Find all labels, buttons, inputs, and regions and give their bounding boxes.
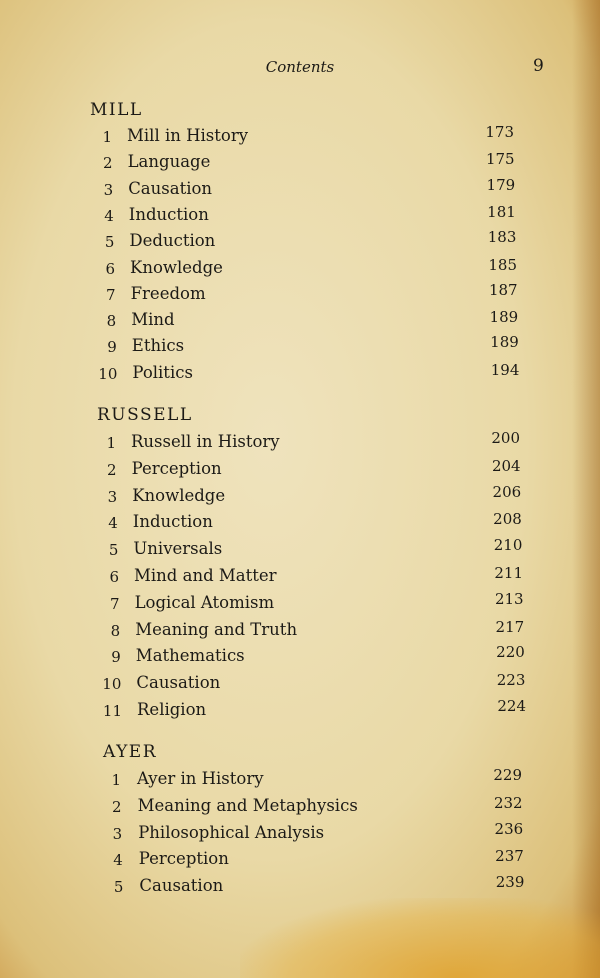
entry-number: 11 [102,702,122,720]
toc-entry [0,123,600,152]
running-title: Contents [265,58,335,76]
entry-title: Religion [137,700,207,719]
section-heading: RUSSELL [97,405,193,425]
toc-entry [0,202,600,231]
toc-entry [0,280,600,310]
entry-title: Causation [139,876,224,896]
entry-title: Language [127,152,211,172]
toc-entry [0,536,600,565]
entry-page: 185 [488,255,517,274]
entry-number: 1 [111,771,121,789]
entry-number: 7 [106,285,116,304]
entry-title: Ayer in History [137,769,264,788]
toc-entry [0,873,600,902]
toc-entry [0,310,600,336]
entry-page: 217 [495,617,525,636]
toc-entry [0,589,600,619]
entry-page: 210 [493,536,523,555]
toc-entry [0,482,600,512]
entry-title: Meaning and Truth [135,619,298,639]
entry-number: 4 [104,206,114,225]
entry-title: Mind and Matter [134,566,277,585]
entry-page: 181 [487,202,516,221]
entry-title: Induction [132,512,213,532]
entry-title: Causation [136,673,221,693]
toc-entry [0,617,600,646]
entry-number: 10 [102,675,122,694]
entry-page: 204 [491,456,521,475]
entry-number: 2 [107,460,117,479]
entry-number: 5 [104,233,115,252]
entry-title: Causation [128,178,213,198]
entry-page: 236 [494,819,524,838]
toc-entry [0,849,600,875]
section-heading: MILL [90,100,143,120]
entry-page: 224 [497,697,526,715]
entry-number: 8 [110,621,121,640]
entry-title: Freedom [130,283,206,303]
entry-title: Logical Atomism [134,592,275,612]
entry-page: 237 [495,847,524,866]
entry-page: 208 [493,510,522,529]
entry-number: 1 [106,434,116,452]
entry-page: 213 [494,589,524,608]
toc-entry [0,512,600,538]
entry-number: 4 [113,851,123,870]
toc-entry [0,697,600,726]
entry-number: 3 [103,180,114,199]
entry-number: 3 [107,487,118,506]
entry-page: 187 [488,280,518,299]
toc-entry [0,333,600,362]
entry-title: Induction [128,204,209,224]
entry-title: Russell in History [131,432,280,451]
entry-number: 6 [105,259,115,278]
entry-number: 1 [102,128,112,146]
toc-entry [0,360,600,389]
entry-number: 7 [110,594,120,613]
entry-title: Mind [131,310,175,330]
entry-page: 189 [490,333,519,352]
paper-stain [240,898,600,978]
entry-title: Knowledge [130,257,223,277]
entry-page: 229 [493,766,522,784]
toc-entry [0,429,600,458]
entry-page: 194 [490,360,520,379]
entry-page: 189 [489,308,519,327]
entry-number: 9 [111,648,121,667]
toc-entry [0,766,600,795]
toc-entry [0,643,600,672]
toc-entry [0,255,600,284]
entry-number: 3 [112,824,123,843]
entry-number: 4 [108,514,118,533]
entry-page: 211 [494,564,523,582]
entry-page: 239 [495,873,525,892]
section-heading: AYER [103,742,158,762]
entry-title: Deduction [129,231,216,251]
entry-page: 220 [496,643,525,662]
toc-entry [0,793,600,822]
entry-number: 5 [113,878,124,897]
entry-number: 10 [98,364,118,383]
entry-page: 179 [486,175,516,194]
entry-page: 175 [485,150,515,169]
toc-entry [0,819,600,849]
toc-entry [0,175,600,205]
entry-title: Perception [131,458,222,478]
entry-number: 6 [109,568,119,586]
entry-number: 8 [106,312,117,331]
entry-page: 223 [496,671,526,690]
entry-title: Meaning and Metaphysics [137,795,358,815]
entry-title: Universals [133,539,223,559]
entry-number: 2 [103,154,113,173]
entry-page: 232 [493,793,523,812]
entry-page: 200 [491,429,520,447]
toc-entry [0,673,600,699]
entry-number: 5 [108,541,119,560]
entry-title: Mathematics [135,646,245,666]
entry-title: Philosophical Analysis [138,822,325,842]
entry-number: 2 [112,797,122,816]
entry-title: Politics [132,362,193,382]
entry-page: 183 [487,228,517,247]
entry-title: Ethics [131,336,185,356]
entry-number: 9 [107,338,117,357]
toc-entry [0,152,600,178]
entry-title: Knowledge [132,485,226,505]
toc-entry [0,228,600,257]
page-number: 9 [533,56,544,76]
toc-entry [0,566,600,592]
entry-title: Mill in History [127,126,249,145]
entry-title: Perception [138,849,229,869]
entry-page: 206 [492,482,522,501]
entry-page: 173 [485,123,514,141]
toc-entry [0,456,600,485]
